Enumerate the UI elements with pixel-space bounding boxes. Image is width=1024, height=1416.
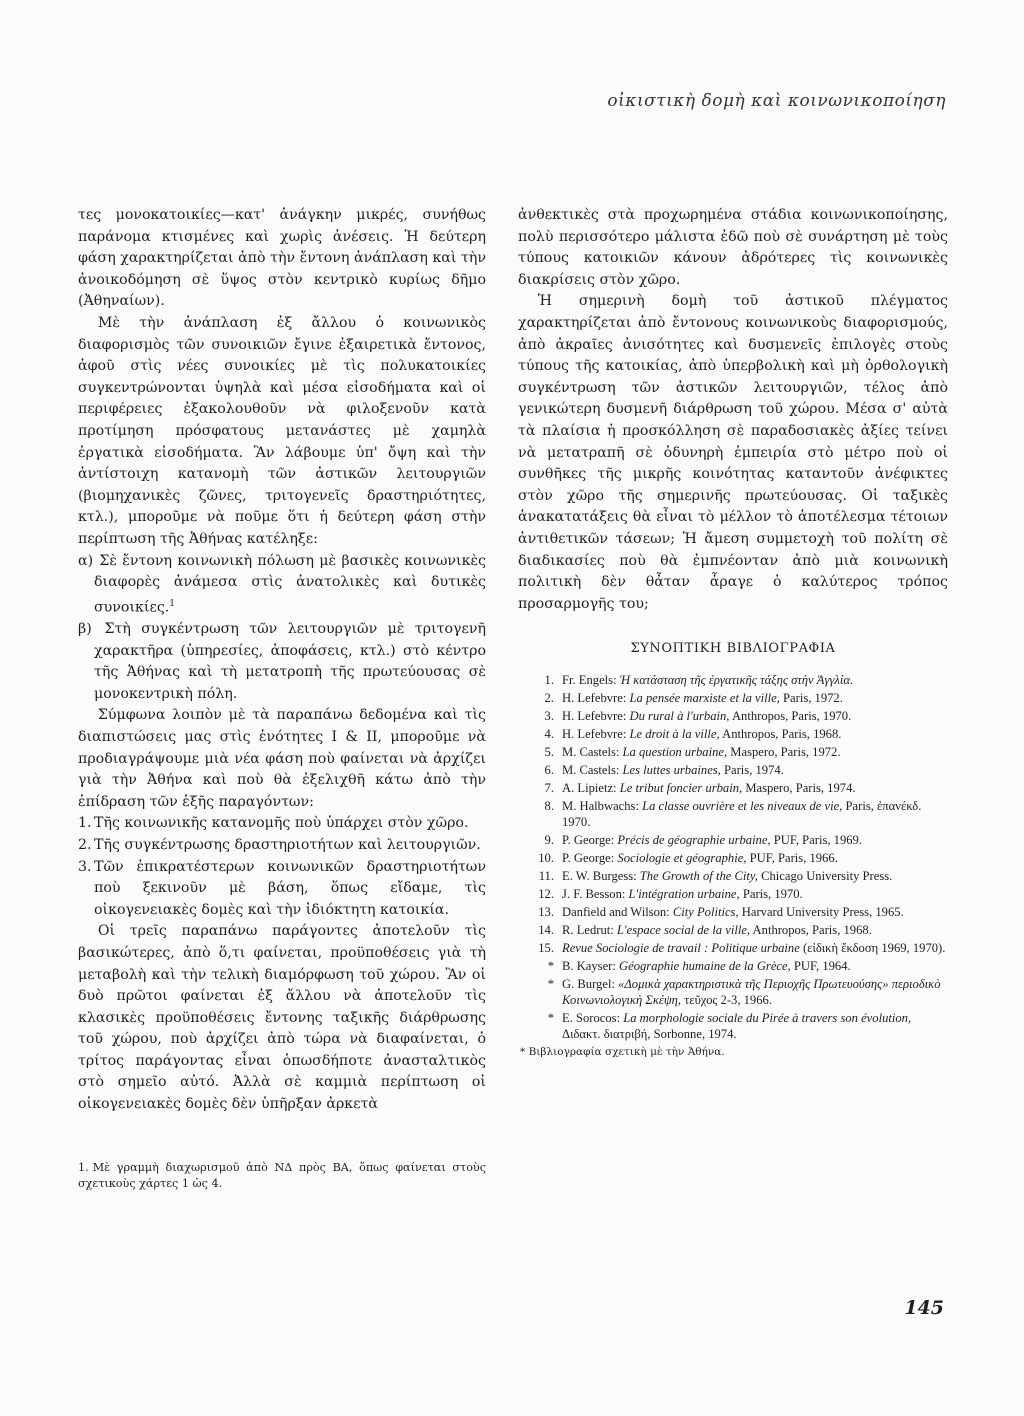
entry-title: La morphologie sociale du Pirée à travers son évolution, bbox=[623, 1011, 912, 1026]
item-label: β) bbox=[78, 621, 92, 638]
entry-details: Paris, 1970. bbox=[742, 887, 803, 902]
entry-body bbox=[562, 832, 948, 848]
list-item bbox=[78, 857, 486, 922]
right-column bbox=[518, 205, 948, 1058]
entry-author: E. Sorocos: bbox=[562, 1011, 621, 1026]
paragraph: Μὲ τὴν ἀνάπλαση ἐξ ἄλλου ὁ κοινωνικὸς διαφορισμὸς τῶν συνοικιῶν ἔγινε ἐξαιρετικὰ ἔντονος, ἀφοῦ στὶς νέες συνοικίες μὲ τὶς πολυκατοικίες συγκεντρώνονται ὑψηλὰ καὶ μέσα εἰσοδήματα καὶ οἱ περιφέρειες ἐξακολουθοῦν νὰ φιλοξενοῦν κατὰ προτίμηση πρόσφατους μετανάστες μὲ χαμηλὰ ἐργατικὰ εἰσοδήματα. Ἂν λάβουμε ὑπ' ὄψη καὶ τὴν ἀντίστοιχη κατανομὴ τῶν ἀστικῶν λειτουργιῶν (βιομηχανικὲς ζῶνες, τριτογενεῖς δραστηριότητες, κτλ.), μποροῦμε νὰ ποῦμε ὅτι ἡ δεύτερη φάση στὴν περίπτωση τῆς Ἀθήνας κατέληξε: bbox=[78, 314, 486, 547]
entry-number: 11. bbox=[538, 869, 554, 884]
bibliography-entry bbox=[518, 940, 948, 956]
item-label: 3. bbox=[78, 858, 92, 875]
entry-body bbox=[562, 780, 948, 796]
entry-number: * bbox=[547, 977, 554, 992]
entry-number: 7. bbox=[544, 781, 554, 796]
entry-title: Précis de géographie urbaine, bbox=[617, 833, 771, 848]
entry-author: E. W. Burgess: bbox=[562, 869, 637, 884]
footnote-text: Μὲ γραμμὴ διαχωρισμοῦ ἀπὸ ΝΔ πρὸς ΒΑ, ὅπως φαίνεται στοὺς σχετικοὺς χάρτες 1 ὡς 4. bbox=[78, 1160, 486, 1190]
entry-number: * bbox=[547, 959, 554, 974]
entry-number: 1. bbox=[544, 673, 554, 688]
entry-number: 2. bbox=[544, 691, 554, 706]
entry-body bbox=[562, 976, 948, 1008]
entry-author: H. Lefebvre: bbox=[562, 727, 627, 742]
entry-body bbox=[562, 744, 948, 760]
entry-number: 15. bbox=[538, 941, 554, 956]
bibliography-entry bbox=[518, 832, 948, 848]
list-item bbox=[78, 619, 486, 705]
entry-author: H. Lefebvre: bbox=[562, 691, 627, 706]
paragraph: τες μονοκατοικίες—κατ' ἀνάγκην μικρές, συνήθως παράνομα κτισμένες καὶ χωρὶς ἀνέσεις. Ἡ δεύτερη φάση χαρακτηρίζεται ἀπὸ τὴν ἔντονη ἀνάπλαση καὶ τὴν ἀνοικοδόμηση σὲ ὕψος στὸν κεντρικὸ κυρίως δῆμο (Ἀθηναίων). bbox=[78, 207, 486, 310]
footnote bbox=[78, 1160, 486, 1192]
entry-title: Du rural à l'urbain, bbox=[629, 709, 730, 724]
paragraph: Οἱ τρεῖς παραπάνω παράγοντες ἀποτελοῦν τὶς βασικώτερες, ἀπὸ ὅ,τι φαίνεται, προϋποθέσεις γιὰ τὴ μεταβολὴ καὶ τὴν τελικὴ διαμόρφωση τοῦ χώρου. Ἂν οἱ δυὸ πρῶτοι φαίνεται ἐξ ἄλλου νὰ ἀποτελοῦν τὶς κλασικὲς προϋποθέσεις ἔντονης ταξικῆς διάρθρωσης τοῦ χώρου, ποὺ ἀρχίζει ἀπὸ τώρα νὰ διαφαίνεται, ὁ τρίτος παράγοντας εἶναι ὁπωσδήποτε ἀνασταλτικὸς στὸ σημεῖο αὐτό. Ἀλλὰ σὲ καμμιὰ περίπτωση οἱ οἰκογενειακὲς δομὲς δὲν ὑπῆρξαν ἀρκετὰ bbox=[78, 923, 486, 1113]
entry-author: A. Lipietz: bbox=[562, 781, 617, 796]
bibliography-list bbox=[518, 672, 948, 1042]
entry-details: PUF, 1964. bbox=[793, 959, 851, 974]
entry-details: (εἰδικὴ ἔκδοση 1969, 1970). bbox=[802, 941, 946, 956]
bibliography-title: ΣΥΝΟΠΤΙΚΗ ΒΙΒΛΙΟΓΡΑΦΙΑ bbox=[630, 641, 836, 657]
item-text: Τῶν ἐπικρατέστερων κοινωνικῶν δραστηριοτήτων ποὺ ξεκινοῦν μὲ βάση, ὅπως εἴδαμε, τὶς οἰκογενειακὲς δομὲς καὶ τὴν ἰδιόκτητη κατοικία. bbox=[94, 858, 486, 918]
entry-author: Danfield and Wilson: bbox=[562, 905, 670, 920]
entry-number: 4. bbox=[544, 727, 554, 742]
factors-list bbox=[78, 813, 486, 921]
entry-body bbox=[562, 886, 948, 902]
entry-body bbox=[562, 940, 948, 956]
entry-body bbox=[562, 922, 948, 938]
conclusion-list bbox=[78, 551, 486, 706]
entry-body bbox=[562, 904, 948, 920]
entry-number: 14. bbox=[538, 923, 554, 938]
item-text: Σὲ ἔντονη κοινωνικὴ πόλωση μὲ βασικὲς κοινωνικὲς διαφορὲς ἀνάμεσα στὶς ἀνατολικὲς καὶ δυτικὲς συνοικίες. bbox=[94, 552, 487, 616]
entry-title: Géographie humaine de la Grèce, bbox=[619, 959, 791, 974]
entry-author: P. George: bbox=[562, 833, 615, 848]
paragraph: Ἡ σημερινὴ δομὴ τοῦ ἀστικοῦ πλέγματος χαρακτηρίζεται ἀπὸ ἔντονους κοινωνικοὺς διαφορισμούς, ἀπὸ ἀκραῖες ἀνισότητες καὶ δυσμενεῖς ἐπιλογὲς στοὺς τύπους τῆς κατοικίας, ἀπὸ ὑπερβολικὴ καὶ μὴ ὀρθολογικὴ συγκέντρωση τῶν ἀστικῶν λειτουργιῶν, τέλος ἀπὸ γενικώτερη δυσμενῆ διάρθρωση τοῦ χώρου. Μέσα σ' αὐτὰ τὰ πλαίσια ἡ προσκόλληση σὲ παραδοσιακὲς ἀξίες τείνει νὰ μετατραπῆ σὲ ὀδυνηρὴ ἐμπειρία στὸ μέτρο ποὺ οἱ συνθῆκες τῆς μικρῆς κοινότητας καταντοῦν ἀνέφικτες στὸν χῶρο τῆς σημερινῆς πρωτεύουσας. Οἱ ταξικὲς ἀνακατατάξεις θὰ εἶναι τὸ μέλλον τὸ ἀποτέλεσμα τέτοιων ἀντιθετικῶν τάσεων; Ἡ ἄμεση συμμετοχὴ τοῦ πολίτη σὲ διαδικασίες ποὺ θὰ ἐμπνέονταν ἀπὸ μιὰ κοινωνικὴ πολιτικὴ δὲν θἆταν ἆραγε ὁ καλύτερος τρόπος προσαρμογῆς του; bbox=[518, 293, 948, 612]
entry-title: La classe ouvrière et les niveaux de vie, bbox=[642, 799, 843, 814]
paragraph: ἀνθεκτικὲς στὰ προχωρημένα στάδια κοινωνικοποίησης, πολὺ περισσότερο μάλιστα ἐδῶ ποὺ σὲ συνάρτηση μὲ τοὺς τύπους κατοικιῶν κάνουν ἀδρότερες τὶς κοινωνικὲς διακρίσεις στὸν χῶρο. bbox=[518, 207, 948, 288]
entry-details: Chicago University Press. bbox=[761, 869, 893, 884]
bibliography-entry bbox=[518, 762, 948, 778]
item-text: Τῆς συγκέντρωσης δραστηριοτήτων καὶ λειτουργιῶν. bbox=[94, 836, 481, 853]
left-column bbox=[78, 205, 486, 1192]
entry-number: 6. bbox=[544, 763, 554, 778]
bibliography-entry bbox=[518, 744, 948, 760]
list-item bbox=[78, 813, 486, 835]
entry-body bbox=[562, 958, 948, 974]
item-label: α) bbox=[78, 552, 94, 569]
entry-details: Διδακτ. διατριβή, Sorbonne, 1974. bbox=[562, 1027, 737, 1042]
entry-author: B. Kayser: bbox=[562, 959, 616, 974]
entry-title: La question urbaine, bbox=[622, 745, 728, 760]
entry-title: Le tribut foncier urbain, bbox=[619, 781, 743, 796]
entry-body bbox=[562, 672, 948, 688]
item-label: 2. bbox=[78, 836, 92, 853]
entry-details: Maspero, Paris, 1972. bbox=[730, 745, 841, 760]
bibliography-entry bbox=[518, 726, 948, 742]
entry-author: M. Castels: bbox=[562, 745, 620, 760]
footnote-number: 1. bbox=[78, 1160, 89, 1174]
bibliography-note: * Βιβλιογραφία σχετικὴ μὲ τὴν Ἀθήνα. bbox=[520, 1046, 725, 1059]
entry-title: Les luttes urbaines, bbox=[622, 763, 721, 778]
bibliography-entry bbox=[518, 1010, 948, 1042]
entry-author: R. Ledrut: bbox=[562, 923, 614, 938]
entry-body bbox=[562, 798, 948, 830]
entry-number: 10. bbox=[538, 851, 554, 866]
entry-title: L'intégration urbaine, bbox=[628, 887, 740, 902]
entry-body bbox=[562, 726, 948, 742]
list-item bbox=[78, 551, 486, 620]
entry-number: 12. bbox=[538, 887, 554, 902]
bibliography-entry bbox=[518, 958, 948, 974]
entry-author: M. Halbwachs: bbox=[562, 799, 639, 814]
footnote-ref: 1 bbox=[169, 598, 176, 609]
entry-title: L'espace social de la ville, bbox=[616, 923, 751, 938]
entry-title: The Growth of the City, bbox=[639, 869, 758, 884]
bibliography-entry bbox=[518, 868, 948, 884]
entry-body bbox=[562, 1010, 948, 1042]
bibliography-entry bbox=[518, 904, 948, 920]
entry-title: Le droit à la ville, bbox=[629, 727, 720, 742]
item-text: Στὴ συγκέντρωση τῶν λειτουργιῶν μὲ τριτογενῆ χαρακτῆρα (ὑπηρεσίες, ἀποφάσεις, κτλ.) στὸ κέντρο τῆς Ἀθήνας καὶ τὴ μετατροπὴ τῆς πρωτεύουσας σὲ μονοκεντρικὴ πόλη. bbox=[94, 621, 486, 702]
entry-details: Maspero, Paris, 1974. bbox=[745, 781, 856, 796]
entry-title: Sociologie et géographie, bbox=[617, 851, 747, 866]
entry-author: J. F. Besson: bbox=[562, 887, 626, 902]
bibliography-entry bbox=[518, 886, 948, 902]
entry-number: 8. bbox=[544, 799, 554, 814]
entry-author: Fr. Engels: bbox=[562, 673, 617, 688]
bibliography-entry bbox=[518, 708, 948, 724]
entry-body bbox=[562, 708, 948, 724]
bibliography-entry bbox=[518, 672, 948, 688]
item-text: Τῆς κοινωνικῆς κατανομῆς ποὺ ὑπάρχει στὸν χῶρο. bbox=[94, 815, 469, 832]
entry-number: 13. bbox=[538, 905, 554, 920]
entry-body bbox=[562, 850, 948, 866]
entry-body bbox=[562, 762, 948, 778]
entry-details: Paris, 1974. bbox=[724, 763, 784, 778]
entry-title: Ἡ κατάσταση τῆς ἐργατικῆς τάξης στὴν Ἀγγλία. bbox=[619, 673, 854, 688]
entry-title: City Politics, bbox=[672, 905, 739, 920]
paragraph: Σύμφωνα λοιπὸν μὲ τὰ παραπάνω δεδομένα καὶ τὶς διαπιστώσεις μας στὶς ἑνότητες I & II, μποροῦμε νὰ προδιαγράψουμε μιὰ νέα φάση ποὺ φαίνεται νὰ ἀρχίζει γιὰ τὴν Ἀθήνα καὶ ποὺ θὰ ἐξελιχθῆ κάτω ἀπὸ τὴν ἐπίδραση τῶν ἑξῆς παραγόντων: bbox=[78, 707, 486, 810]
entry-number: 5. bbox=[544, 745, 554, 760]
entry-body bbox=[562, 690, 948, 706]
entry-body bbox=[562, 868, 948, 884]
entry-author: G. Burgel: bbox=[562, 977, 615, 992]
entry-details: Paris, 1972. bbox=[783, 691, 843, 706]
bibliography-entry bbox=[518, 798, 948, 830]
page-number: 145 bbox=[904, 1297, 944, 1319]
entry-details: PUF, Paris, 1969. bbox=[773, 833, 862, 848]
entry-details: Paris, ἐπανέκδ. 1970. bbox=[562, 799, 922, 830]
entry-number: * bbox=[547, 1011, 554, 1026]
entry-details: PUF, Paris, 1966. bbox=[749, 851, 838, 866]
bibliography-entry bbox=[518, 850, 948, 866]
entry-details: τεῦχος 2-3, 1966. bbox=[684, 993, 772, 1008]
entry-number: 3. bbox=[544, 709, 554, 724]
entry-author: P. George: bbox=[562, 851, 615, 866]
running-title: οἰκιστικὴ δομὴ καὶ κοινωνικοποίηση bbox=[607, 91, 946, 111]
list-item bbox=[78, 835, 486, 857]
entry-details: Anthropos, Paris, 1970. bbox=[731, 709, 852, 724]
entry-number: 9. bbox=[544, 833, 554, 848]
entry-author: M. Castels: bbox=[562, 763, 620, 778]
entry-details: Anthropos, Paris, 1968. bbox=[722, 727, 842, 742]
bibliography-entry bbox=[518, 690, 948, 706]
entry-author: H. Lefebvre: bbox=[562, 709, 627, 724]
entry-title: «Δομικὰ χαρακτηριστικὰ τῆς Περιοχῆς Πρωτευούσης» περιοδικὸ Κοινωνιολογικὴ Σκέψη, bbox=[562, 977, 941, 1008]
bibliography-entry bbox=[518, 922, 948, 938]
bibliography-entry bbox=[518, 976, 948, 1008]
item-label: 1. bbox=[78, 815, 92, 832]
entry-title: La pensée marxiste et la ville, bbox=[629, 691, 780, 706]
entry-title: Revue Sociologie de travail : Politique urbaine bbox=[562, 941, 800, 956]
bibliography-entry bbox=[518, 780, 948, 796]
entry-details: Harvard University Press, 1965. bbox=[741, 905, 904, 920]
entry-details: Anthropos, Paris, 1968. bbox=[752, 923, 872, 938]
